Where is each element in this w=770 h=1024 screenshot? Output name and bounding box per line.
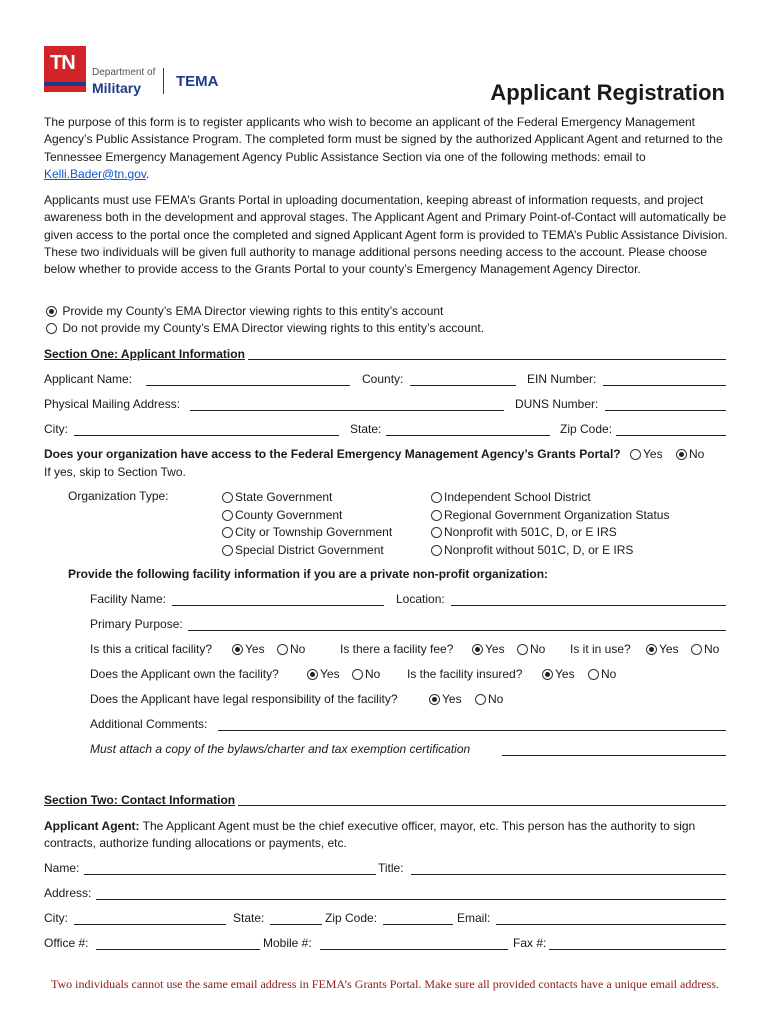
grants-yes-label: Yes [643,447,663,461]
radio-fee-no[interactable] [517,644,528,655]
legal-yes[interactable] [429,692,462,706]
org-type-label: Nonprofit with 501C, D, or E IRS [444,525,617,540]
org-type-label: Regional Government Organization Status [444,507,670,522]
radio-provide-access[interactable] [46,306,57,317]
radio-org-type[interactable] [431,510,442,521]
own-label: Does the Applicant own the facility? [90,667,279,681]
insured-label: Is the facility insured? [407,667,523,681]
org-type-option[interactable] [431,542,669,560]
attach-note: Must attach a copy of the bylaws/charter and tax exemption certification [90,742,471,756]
legal-no[interactable] [475,692,503,706]
contact-zip-field[interactable] [383,924,453,925]
radio-grants-yes[interactable] [630,449,641,460]
insured-yes[interactable] [542,667,575,681]
legal-no-label: No [488,692,504,706]
contact-city-field[interactable] [74,924,226,925]
in-use-label: Is it in use? [570,642,631,656]
in-use-no-label: No [704,642,720,656]
zip-field[interactable] [616,435,726,436]
radio-org-type[interactable] [431,545,442,556]
email-link[interactable]: Kelli.Bader@tn.gov [44,166,147,181]
grants-portal-question: Does your organization have access to the Federal Emergency Management Agency’s Grants Portal? [44,447,621,461]
fee-no[interactable] [517,642,545,656]
agent-paragraph [44,818,728,853]
duns-label: DUNS Number: [515,397,599,411]
radio-legal-yes[interactable] [429,694,440,705]
insured-no[interactable] [588,667,616,681]
org-type-column-1 [222,489,392,559]
legal-yes-label: Yes [442,692,462,706]
fax-label: Fax #: [513,936,547,950]
radio-org-type[interactable] [222,492,233,503]
facility-name-label: Facility Name: [90,592,167,606]
org-type-option[interactable] [222,489,392,507]
section2-rule [238,805,726,806]
critical-label: Is this a critical facility? [90,642,213,656]
org-type-column-2 [431,489,669,559]
logo-divider [163,68,164,94]
own-no-label: No [365,667,381,681]
radio-grants-no[interactable] [676,449,687,460]
purpose-field[interactable] [188,630,726,631]
org-type-label: State Government [235,490,333,504]
comments-label: Additional Comments: [90,717,208,731]
radio-org-type[interactable] [431,492,442,503]
contact-email-field[interactable] [496,924,726,925]
contact-zip-label: Zip Code: [325,911,378,925]
own-yes[interactable] [307,667,340,681]
fee-yes[interactable] [472,642,505,656]
org-type-option[interactable] [222,507,392,525]
access-opt1-label: Provide my County’s EMA Director viewing rights to this entity’s account [62,304,444,318]
section1-rule [248,359,726,360]
contact-email-label: Email: [457,911,491,925]
radio-insured-no[interactable] [588,669,599,680]
radio-insured-yes[interactable] [542,669,553,680]
radio-in-use-no[interactable] [691,644,702,655]
own-no[interactable] [352,667,380,681]
org-type-option[interactable] [222,524,392,542]
mailing-label: Physical Mailing Address: [44,397,181,411]
tn-logo: TN [44,46,86,92]
agent-text: The Applicant Agent must be the chief executive officer, mayor, etc. This person has the authority to sign contracts, authorize funding allocations or payments, etc. [44,819,696,851]
contact-name-field[interactable] [84,874,376,875]
critical-yes[interactable] [232,642,265,656]
mobile-field[interactable] [320,949,508,950]
office-label: Office #: [44,936,89,950]
radio-no-access[interactable] [46,323,57,334]
intro-paragraph-1 [44,114,728,183]
dept-line2: Military [92,80,142,96]
facility-name-field[interactable] [172,605,384,606]
org-type-option[interactable] [431,489,669,507]
intro-end: . [146,166,150,181]
grants-yes[interactable] [630,447,663,461]
org-type-label: County Government [235,507,343,522]
radio-own-yes[interactable] [307,669,318,680]
zip-label: Zip Code: [560,422,613,436]
radio-org-type[interactable] [222,545,233,556]
contact-address-field[interactable] [96,899,726,900]
city-field[interactable] [74,435,339,436]
org-type-label: Special District Government [235,542,384,557]
fax-field[interactable] [549,949,726,950]
skip-note: If yes, skip to Section Two. [44,465,186,479]
radio-own-no[interactable] [352,669,363,680]
radio-in-use-yes[interactable] [646,644,657,655]
grants-no[interactable] [676,447,704,461]
county-field[interactable] [410,385,516,386]
section2-title: Section Two: Contact Information [44,793,236,807]
ein-field[interactable] [603,385,726,386]
radio-org-type[interactable] [222,510,233,521]
access-option-2[interactable] [46,321,484,335]
city-label: City: [44,422,68,436]
legal-label: Does the Applicant have legal responsibility of the facility? [90,692,398,706]
contact-state-label: State: [233,911,265,925]
org-type-label: Organization Type: [68,489,169,503]
contact-address-label: Address: [44,886,92,900]
radio-org-type[interactable] [431,527,442,538]
radio-org-type[interactable] [222,527,233,538]
fee-label: Is there a facility fee? [340,642,454,656]
in-use-yes[interactable] [646,642,679,656]
critical-no-label: No [290,642,306,656]
contact-title-field[interactable] [411,874,726,875]
insured-no-label: No [601,667,617,681]
contact-state-field[interactable] [270,924,322,925]
grants-no-label: No [689,447,705,461]
duns-field[interactable] [605,410,726,411]
county-label: County: [362,372,404,386]
dept-line1: Department of [92,67,156,78]
in-use-yes-label: Yes [659,642,679,656]
radio-critical-yes[interactable] [232,644,243,655]
comments-field[interactable] [218,730,726,731]
radio-critical-no[interactable] [277,644,288,655]
org-type-label: City or Township Government [235,525,393,540]
own-yes-label: Yes [320,667,340,681]
in-use-no[interactable] [691,642,719,656]
location-label: Location: [396,592,445,606]
access-opt2-label: Do not provide my County’s EMA Director viewing rights to this entity’s account. [62,321,485,335]
fee-no-label: No [530,642,546,656]
access-option-1[interactable] [46,304,443,318]
contact-title-label: Title: [378,861,404,875]
ein-label: EIN Number: [527,372,597,386]
critical-no[interactable] [277,642,305,656]
footer-note: Two individuals cannot use the same email address in FEMA’s Grants Portal. Make sure all provided contacts have a unique email address. [51,977,719,991]
purpose-label: Primary Purpose: [90,617,183,631]
contact-name-label: Name: [44,861,80,875]
tema-logo: TEMA [176,73,219,90]
intro-paragraph-2: Applicants must use FEMA’s Grants Portal in uploading documentation, keeping abreast of information requests, and project awareness both in the development and approval stages. The Applicant Agent and Primary Point-of-Contact will automatically be given access to the portal once the completed and signed Applicant Agent form is provided to TEMA’s Public Assistance Division. These two individuals will be given full authority to manage additional persons needing access to the account. Please choose below whether to provide access to the Grants Portal to your county’s Emergency Management Agency Director. [44,193,728,277]
attach-rule [502,755,726,756]
mailing-field[interactable] [190,410,504,411]
facility-heading: Provide the following facility information if you are a private non-profit organization: [68,567,549,581]
state-label: State: [350,422,382,436]
applicant-name-label: Applicant Name: [44,372,133,386]
org-type-label: Independent School District [444,490,591,504]
critical-yes-label: Yes [245,642,265,656]
mobile-label: Mobile #: [263,936,312,950]
contact-city-label: City: [44,911,68,925]
page-title: Applicant Registration [490,80,725,105]
org-type-option[interactable] [431,507,669,525]
org-type-label: Nonprofit without 501C, D, or E IRS [444,542,634,557]
state-field[interactable] [386,435,550,436]
org-type-option[interactable] [431,524,669,542]
section1-title: Section One: Applicant Information [44,347,245,361]
applicant-name-field[interactable] [146,385,350,386]
location-field[interactable] [451,605,726,606]
office-field[interactable] [96,949,260,950]
radio-fee-yes[interactable] [472,644,483,655]
intro-text: The purpose of this form is to register applicants who wish to become an applicant of the Federal Emergency Management Agency’s Public Assistance Program. The completed form must be signed by the authorized Applicant Agent and returned to the Tennessee Emergency Management Agency Public Assistance Section via one of the following methods: email to [44,115,723,164]
org-type-option[interactable] [222,542,392,560]
insured-yes-label: Yes [555,667,575,681]
agent-label: Applicant Agent: [44,819,140,833]
fee-yes-label: Yes [485,642,505,656]
radio-legal-no[interactable] [475,694,486,705]
